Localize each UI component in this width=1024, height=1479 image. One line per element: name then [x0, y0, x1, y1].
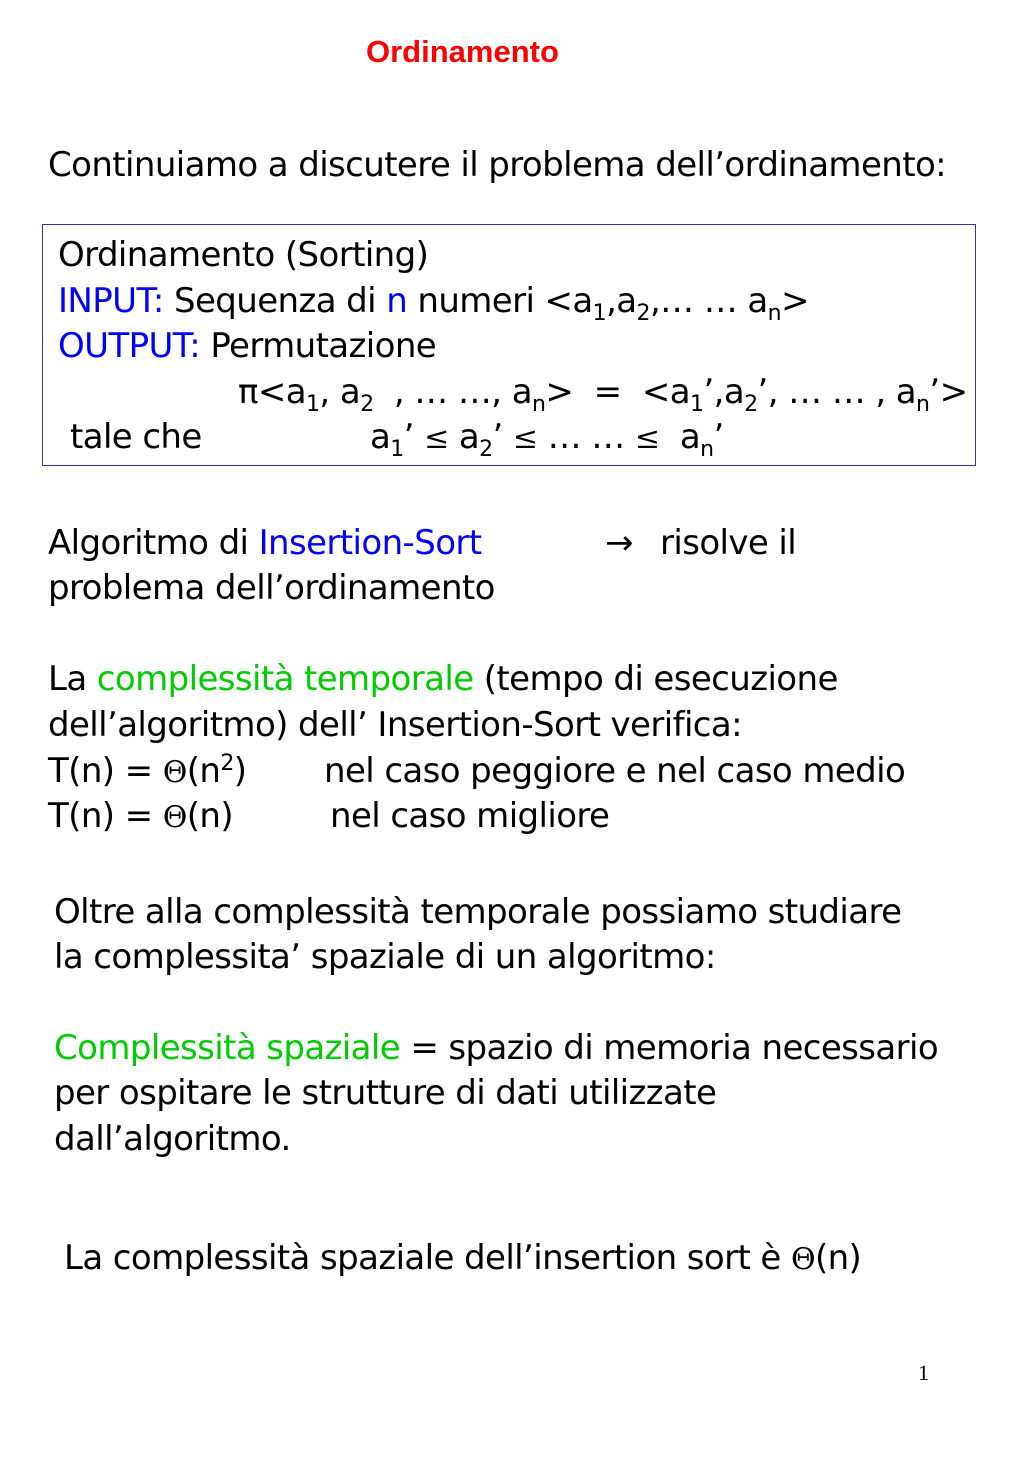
input-numbers: numeri $<a_1,a_2,\dots$ … $a_n>$ [417, 281, 809, 326]
worst-case-text: nel caso peggiore e nel caso medio [324, 751, 906, 791]
page-number: 1 [918, 1360, 929, 1385]
output-label: OUTPUT: [58, 326, 201, 366]
algo-line-2: problema dell’ordinamento [48, 568, 495, 608]
algo-suffix: risolve il [660, 523, 797, 563]
conclusion-line [64, 1236, 861, 1282]
space-def-line-2: per ospitare le strutture di dati utilizzate [54, 1073, 717, 1113]
space-def-term: Complessità spaziale [54, 1028, 401, 1068]
complexity-line-1 [48, 657, 838, 701]
space-def-line-1 [54, 1026, 938, 1070]
box-heading: Ordinamento (Sorting) [58, 235, 429, 275]
algo-name: Insertion-Sort [258, 523, 482, 563]
complexity-term: complessità temporale [96, 659, 474, 699]
best-case-formula: T(n) = Θ(n) [48, 796, 234, 836]
algo-line-1 [48, 521, 482, 565]
complexity-rest: (tempo di esecuzione [483, 659, 838, 699]
input-n: n [386, 281, 408, 321]
input-text: Sequenza di [173, 281, 376, 321]
output-line [58, 324, 436, 368]
permutation-formula: $\pi<a_1$, $a_2$ , … …, $a_n>$ = $<a_1’,a_2$’, … … , $a_n’>$ [238, 372, 968, 417]
theta-n-formula: Θ(n) [790, 1238, 862, 1278]
order-condition: $a_1$’ ≤ $a_2$’ ≤ … … ≤ $a_n$’ [370, 417, 724, 462]
intro-text: Continuiamo a discutere il problema dell’ordinamento: [48, 145, 947, 185]
conclusion-text: La complessità spaziale dell’insertion sort è [64, 1238, 781, 1278]
space-def-rest: = spazio di memoria necessario [410, 1028, 939, 1068]
tale-che-label: tale che [70, 417, 202, 457]
arrow-icon: → [605, 523, 633, 563]
input-label: INPUT: [58, 281, 164, 321]
space-intro-line-1: Oltre alla complessità temporale possiamo studiare [54, 892, 902, 932]
algo-prefix: Algoritmo di [48, 523, 249, 563]
best-case-text: nel caso migliore [330, 796, 610, 836]
space-intro-line-2: la complessita’ spaziale di un algoritmo: [54, 937, 716, 977]
complexity-line-2: dell’algoritmo) dell’ Insertion-Sort verifica: [48, 705, 742, 745]
space-def-line-3: dall’algoritmo. [54, 1119, 291, 1159]
input-line [58, 279, 809, 326]
complexity-la: La [48, 659, 87, 699]
page-title: Ordinamento [366, 34, 559, 69]
output-text: Permutazione [210, 326, 437, 366]
worst-case-formula: $T(n) = \Theta(n^2)$ [48, 751, 247, 791]
